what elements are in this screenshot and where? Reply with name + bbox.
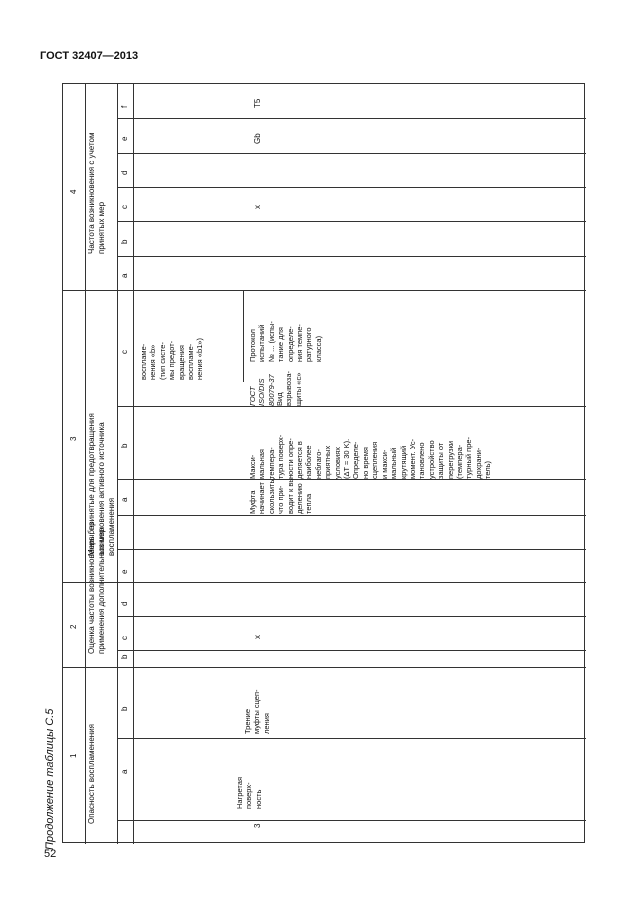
cell-g4c: х bbox=[253, 205, 262, 209]
group-title: Частота возникновения с учетом принятых мер bbox=[87, 132, 106, 254]
subheader: f bbox=[120, 105, 129, 108]
rotated-table bbox=[62, 83, 585, 843]
subheader: d bbox=[120, 170, 129, 175]
document-header: ГОСТ 32407—2013 bbox=[40, 50, 139, 62]
group-number: 3 bbox=[69, 436, 78, 441]
cell-g2b: х bbox=[253, 635, 262, 639]
subheader: e bbox=[120, 136, 129, 141]
subheader: a bbox=[120, 273, 129, 278]
subheader: b bbox=[120, 443, 129, 448]
cell-g2e: Муфта начинает скользить, что при- водит к вы- делению тепла bbox=[248, 474, 314, 514]
group-number: 4 bbox=[69, 189, 78, 194]
rule bbox=[117, 84, 118, 844]
cell-g4f: T5 bbox=[253, 98, 262, 108]
row-number: 3 bbox=[253, 823, 262, 828]
cell-g3c-upper: воспламе- нения «b» (тип систе- мы предот- вращения воспламе- нения «b1») bbox=[139, 338, 205, 380]
subheader: d bbox=[120, 601, 129, 606]
table-caption: Продолжение таблицы С.5 bbox=[44, 708, 56, 850]
group-divider bbox=[63, 290, 586, 291]
subheader: b bbox=[120, 706, 129, 711]
subheader: c bbox=[120, 350, 129, 354]
subheader: b bbox=[120, 239, 129, 244]
subheader: c bbox=[120, 205, 129, 209]
subheader: c bbox=[120, 636, 129, 640]
subheader: a bbox=[120, 497, 129, 502]
cell-g1b: Трение муфты сцеп- ления bbox=[243, 689, 271, 734]
group-number: 1 bbox=[69, 753, 78, 758]
page-number: 52 bbox=[44, 848, 57, 860]
group-number: 2 bbox=[69, 624, 78, 629]
cell-g3c: Протокол испытаний № ... (испы- тание для определе- ния темпе- ратурного класса) bbox=[248, 321, 323, 362]
subheader: b bbox=[120, 654, 129, 659]
group-divider bbox=[63, 582, 586, 583]
group-title: Оценка частоты возникновения без применения дополнительных мер bbox=[87, 522, 106, 654]
rule bbox=[133, 84, 134, 844]
subheader: e bbox=[120, 569, 129, 574]
cell-g3a: Макси- мальная темпера- тура поверх- ности опре- деляется в наиболее неблаго- приятных условиях (ΔT ≈ 30 K). Определе- но время сцепления и макси- мальный крутящий момент. Ус- тановлено устройство защиты от перегрузки (темпера- турный пре- дохрани- тель) bbox=[248, 434, 493, 479]
group-divider bbox=[63, 667, 586, 668]
cell-g3b-text: Вид взрывоза- щиты «с» bbox=[275, 371, 303, 406]
cell-g3b-title: ГОСТ ISO/DIS 80079-37 bbox=[248, 374, 276, 406]
group-title: Опасность воспламенения bbox=[87, 723, 96, 824]
rule bbox=[85, 84, 86, 844]
subheader: a bbox=[120, 769, 129, 774]
row-split bbox=[243, 290, 244, 382]
group-title: Меры, принятые для предотвращения возникновения активного источника воспламенения bbox=[87, 413, 116, 556]
cell-g1a: Нагретая поверх- ность bbox=[235, 777, 263, 809]
cell-g4e: Gb bbox=[253, 133, 262, 144]
